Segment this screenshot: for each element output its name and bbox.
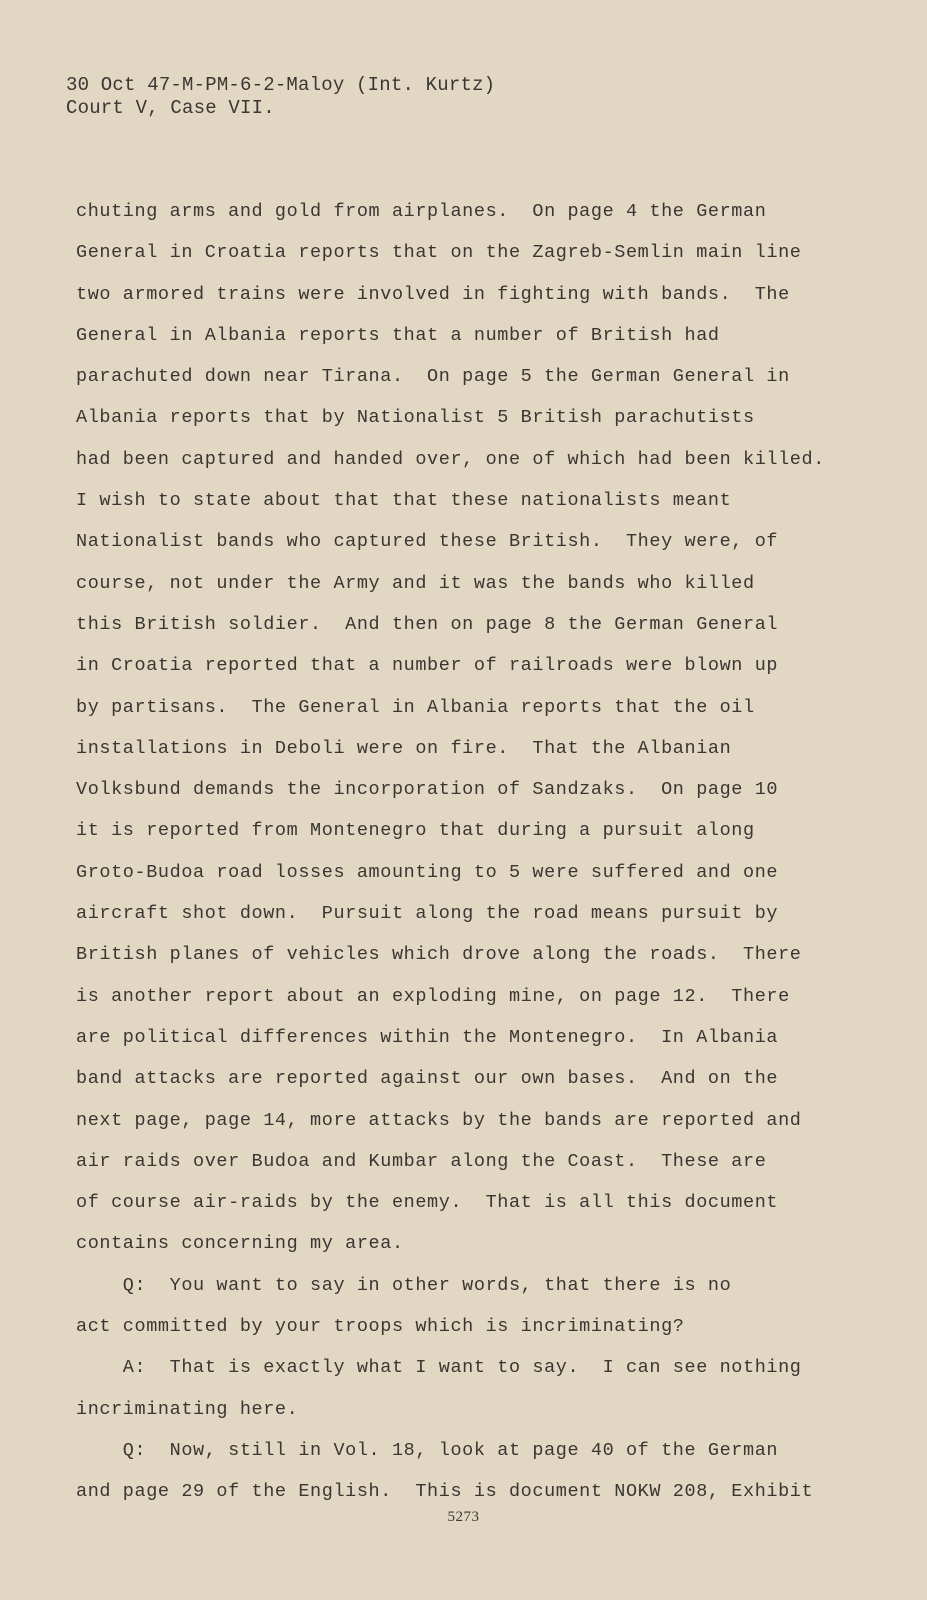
- transcript-line: parachuted down near Tirana. On page 5 the German General in: [76, 366, 790, 388]
- transcript-line: band attacks are reported against our own bases. And on the: [76, 1068, 779, 1090]
- transcript-line: and page 29 of the English. This is document NOKW 208, Exhibit: [76, 1481, 814, 1503]
- page-number: 5273: [447, 1509, 480, 1525]
- transcript-line: incriminating here.: [76, 1398, 299, 1420]
- transcript-body: [76, 191, 856, 1513]
- transcript-line: General in Albania reports that a number of British had: [76, 324, 720, 346]
- transcript-line: is another report about an exploding mine, on page 12. There: [76, 985, 790, 1007]
- header-court-line: Court V, Case VII.: [66, 97, 275, 119]
- transcript-line: had been captured and handed over, one of which had been killed.: [76, 448, 825, 470]
- document-header: [66, 74, 495, 120]
- transcript-line: by partisans. The General in Albania reports that the oil: [76, 696, 755, 718]
- transcript-line: air raids over Budoa and Kumbar along the Coast. These are: [76, 1150, 767, 1172]
- transcript-line: British planes of vehicles which drove along the roads. There: [76, 944, 802, 966]
- transcript-line: Nationalist bands who captured these British. They were, of: [76, 531, 779, 553]
- transcript-line: Groto-Budoa road losses amounting to 5 were suffered and one: [76, 861, 779, 883]
- transcript-line: chuting arms and gold from airplanes. On page 4 the German: [76, 201, 767, 222]
- transcript-line: A: That is exactly what I want to say. I can see nothing: [76, 1357, 802, 1379]
- transcript-line: of course air-raids by the enemy. That is all this document: [76, 1192, 779, 1214]
- transcript-line: in Croatia reported that a number of railroads were blown up: [76, 655, 779, 677]
- transcript-line: aircraft shot down. Pursuit along the road means pursuit by: [76, 903, 779, 925]
- transcript-line: are political differences within the Montenegro. In Albania: [76, 1026, 779, 1048]
- transcript-line: next page, page 14, more attacks by the bands are reported and: [76, 1109, 802, 1131]
- transcript-line: this British soldier. And then on page 8 the German General: [76, 613, 779, 635]
- header-session-line: 30 Oct 47-M-PM-6-2-Maloy (Int. Kurtz): [66, 74, 496, 96]
- transcript-line: it is reported from Montenegro that during a pursuit along: [76, 820, 755, 842]
- transcript-line: course, not under the Army and it was the bands who killed: [76, 572, 755, 594]
- transcript-line: Q: You want to say in other words, that there is no: [76, 1274, 732, 1296]
- transcript-line: act committed by your troops which is incriminating?: [76, 1316, 685, 1338]
- transcript-line: Q: Now, still in Vol. 18, look at page 40 of the German: [76, 1439, 779, 1461]
- transcript-line: Albania reports that by Nationalist 5 British parachutists: [76, 407, 755, 429]
- transcript-line: installations in Deboli were on fire. That the Albanian: [76, 737, 732, 759]
- transcript-line: two armored trains were involved in fighting with bands. The: [76, 283, 790, 305]
- transcript-line: I wish to state about that that these nationalists meant: [76, 490, 732, 512]
- transcript-line: General in Croatia reports that on the Zagreb-Semlin main line: [76, 242, 802, 264]
- transcript-line: contains concerning my area.: [76, 1233, 404, 1255]
- transcript-line: Volksbund demands the incorporation of Sandzaks. On page 10: [76, 779, 779, 801]
